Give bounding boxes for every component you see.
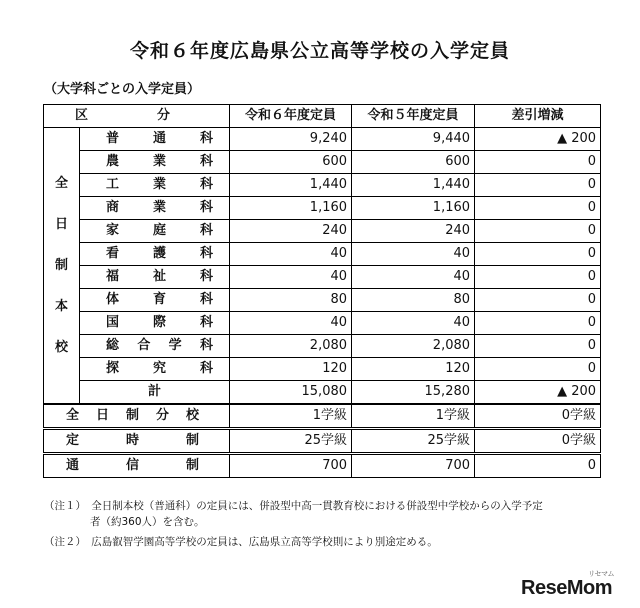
extra-row xyxy=(44,454,601,478)
cell-r5: 2,080 xyxy=(352,335,475,358)
cell-r6: 240 xyxy=(230,220,352,243)
page-title: 令和６年度広島県公立高等学校の入学定員 xyxy=(129,40,510,62)
cell-r6: 1,160 xyxy=(230,197,352,220)
total-diff: ▲ 200 xyxy=(475,381,601,405)
extra-r5: 25学級 xyxy=(352,429,475,454)
cell-r6: 40 xyxy=(230,312,352,335)
cell-r5: 40 xyxy=(352,243,475,266)
extra-row xyxy=(44,404,601,429)
cell-r5: 9,440 xyxy=(352,128,475,151)
footnotes xyxy=(44,498,604,550)
note-1-continued: 者（約360人）を含む。 xyxy=(90,516,205,528)
table-row xyxy=(44,197,601,220)
enrollment-table xyxy=(43,104,601,478)
cell-diff: 0 xyxy=(475,243,601,266)
cell-r5: 120 xyxy=(352,358,475,381)
cell-diff: 0 xyxy=(475,197,601,220)
table-row xyxy=(44,289,601,312)
cell-r6: 80 xyxy=(230,289,352,312)
extra-name: 全日制分校 xyxy=(44,404,230,429)
cell-diff: 0 xyxy=(475,358,601,381)
cell-r5: 1,160 xyxy=(352,197,475,220)
cell-name: 体育科 xyxy=(80,289,230,312)
cell-name: 看護科 xyxy=(80,243,230,266)
cell-name: 福祉科 xyxy=(80,266,230,289)
total-label: 計 xyxy=(80,381,230,405)
cell-diff: 0 xyxy=(475,312,601,335)
cell-diff: 0 xyxy=(475,335,601,358)
cell-r6: 120 xyxy=(230,358,352,381)
cell-diff: 0 xyxy=(475,266,601,289)
extra-name: 通信制 xyxy=(44,454,230,478)
total-r5: 15,280 xyxy=(352,381,475,405)
header-kubun: 区 分 xyxy=(44,105,230,128)
header-r5: 令和５年度定員 xyxy=(352,105,475,128)
cell-name: 国際科 xyxy=(80,312,230,335)
cell-name: 総合学科 xyxy=(80,335,230,358)
table-row xyxy=(44,312,601,335)
cell-diff: 0 xyxy=(475,220,601,243)
cell-r6: 40 xyxy=(230,266,352,289)
side-label-char: 日 xyxy=(54,217,68,232)
cell-r5: 80 xyxy=(352,289,475,312)
extra-diff: 0 xyxy=(475,454,601,478)
side-label-char: 制 xyxy=(54,258,68,273)
side-label-char: 全 xyxy=(54,176,68,191)
cell-r5: 240 xyxy=(352,220,475,243)
table-row xyxy=(44,174,601,197)
cell-diff: 0 xyxy=(475,151,601,174)
cell-diff: 0 xyxy=(475,174,601,197)
table-subtitle: （大学科ごとの入学定員） xyxy=(44,82,201,97)
cell-r6: 1,440 xyxy=(230,174,352,197)
header-r6: 令和６年度定員 xyxy=(230,105,352,128)
cell-name: 工業科 xyxy=(80,174,230,197)
extra-r5: 1学級 xyxy=(352,404,475,429)
table-header-row xyxy=(44,105,601,128)
header-diff: 差引増減 xyxy=(475,105,601,128)
extra-r6: 700 xyxy=(230,454,352,478)
cell-r5: 1,440 xyxy=(352,174,475,197)
cell-r6: 9,240 xyxy=(230,128,352,151)
cell-name: 探究科 xyxy=(80,358,230,381)
cell-r6: 600 xyxy=(230,151,352,174)
extra-r5: 700 xyxy=(352,454,475,478)
cell-name: 商業科 xyxy=(80,197,230,220)
table-body xyxy=(44,128,601,478)
table-row xyxy=(44,358,601,381)
cell-name: 農業科 xyxy=(80,151,230,174)
side-label-char: 本 xyxy=(54,299,68,314)
extra-r6: 1学級 xyxy=(230,404,352,429)
table-row xyxy=(44,220,601,243)
side-label-char: 校 xyxy=(54,340,68,355)
total-row xyxy=(44,381,601,405)
extra-name: 定時制 xyxy=(44,429,230,454)
table-row xyxy=(44,128,601,151)
table-row xyxy=(44,243,601,266)
cell-r5: 40 xyxy=(352,312,475,335)
note-2: （注２） 広島叡智学園高等学校の定員は、広島県立高等学校則により別途定める。 xyxy=(44,536,438,548)
extra-row xyxy=(44,429,601,454)
cell-name: 家庭科 xyxy=(80,220,230,243)
table-row xyxy=(44,151,601,174)
extra-diff: 0学級 xyxy=(475,429,601,454)
cell-r5: 40 xyxy=(352,266,475,289)
cell-diff: 0 xyxy=(475,289,601,312)
note-1: （注１） 全日制本校（普通科）の定員には、併設型中高一貫教育校における併設型中学校からの入学予定 xyxy=(44,500,543,512)
cell-r5: 600 xyxy=(352,151,475,174)
zennichisei-honkou-label xyxy=(44,128,80,405)
table-row xyxy=(44,335,601,358)
cell-name: 普通科 xyxy=(80,128,230,151)
cell-r6: 2,080 xyxy=(230,335,352,358)
table-row xyxy=(44,266,601,289)
total-r6: 15,080 xyxy=(230,381,352,405)
extra-r6: 25学級 xyxy=(230,429,352,454)
resemom-logo: ReseMom リセマム xyxy=(521,571,614,599)
extra-diff: 0学級 xyxy=(475,404,601,429)
cell-r6: 40 xyxy=(230,243,352,266)
cell-diff: ▲ 200 xyxy=(475,128,601,151)
